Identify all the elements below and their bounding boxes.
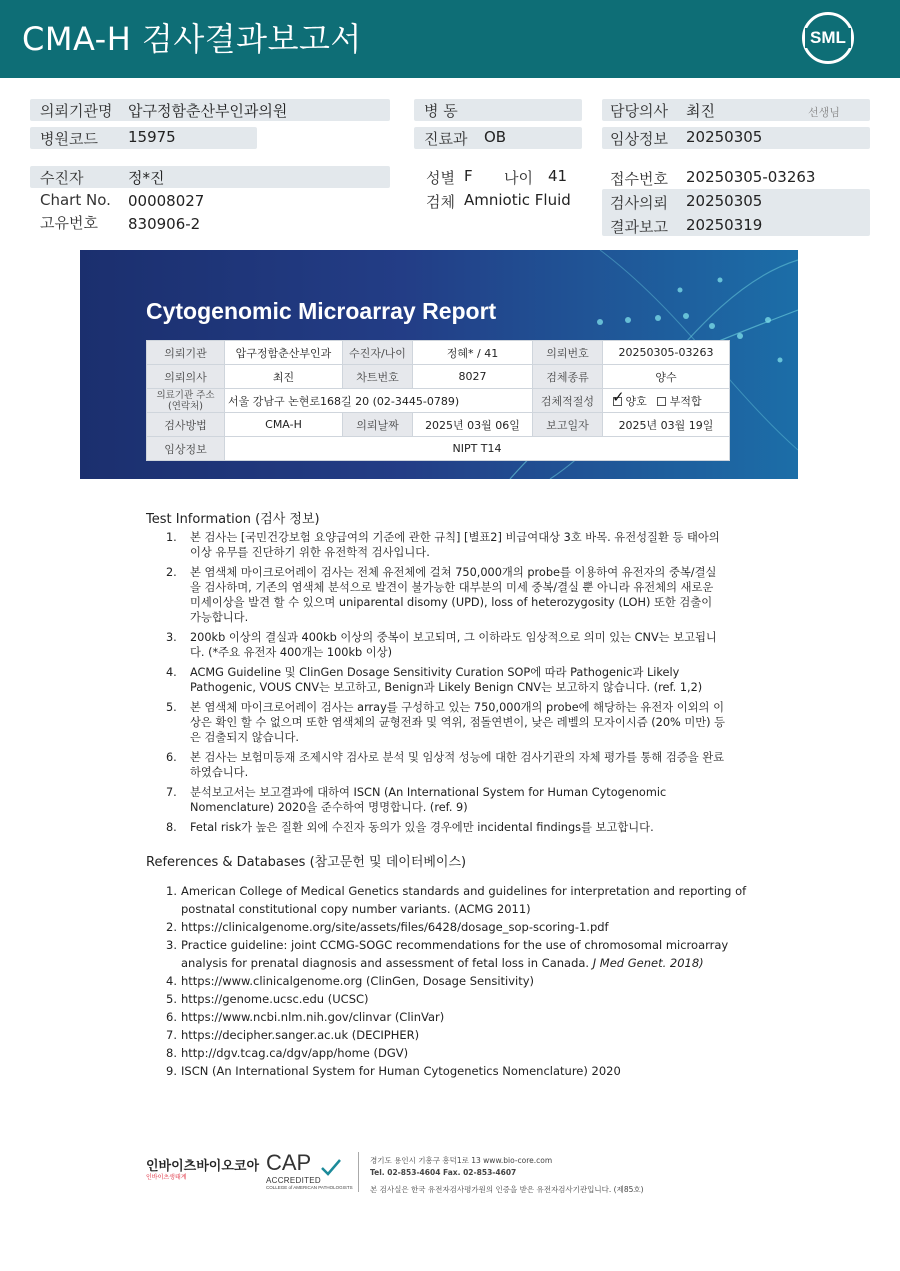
table-header-cell: 의뢰의사 xyxy=(147,365,225,389)
table-cell: 서울 강남구 논현로168길 20 (02-3445-0789) xyxy=(225,389,533,413)
cap-logo-text: CAP xyxy=(266,1150,312,1175)
unique-no-value: 830906-2 xyxy=(128,215,201,233)
item-number: 8. xyxy=(166,821,177,834)
ward-label: 병 동 xyxy=(424,102,458,120)
table-cell: NIPT T14 xyxy=(225,437,730,461)
item-text: https://www.clinicalgenome.org (ClinGen, Dosage Sensitivity) xyxy=(181,974,535,988)
list-item xyxy=(166,1026,756,1044)
item-text: https://www.ncbi.nlm.nih.gov/clinvar (ClinVar) xyxy=(181,1010,445,1024)
item-number: 3. xyxy=(166,938,177,952)
patient-value: 정*진 xyxy=(128,169,165,187)
table-row xyxy=(147,341,730,365)
footer-divider xyxy=(358,1152,359,1192)
specimen-value: Amniotic Fluid xyxy=(464,191,571,209)
item-text: American College of Medical Genetics standards and guidelines for interpretation and reporting of postnatal constitutional copy number variants. (ACMG 2011) xyxy=(181,884,747,916)
item-text: 200kb 이상의 결실과 400kb 이상의 중복이 보고되며, 그 이하라도 임상적으로 의미 있는 CNV는 보고됩니다. (*주요 유전자 400개는 100kb 이상) xyxy=(190,631,717,659)
unique-no-label: 고유번호 xyxy=(40,214,98,232)
item-text: https://genome.ucsc.edu (UCSC) xyxy=(181,992,369,1006)
item-number: 7. xyxy=(166,786,177,799)
list-item xyxy=(166,750,726,780)
list-item xyxy=(166,882,756,918)
adequacy-option-good: 양호 xyxy=(625,394,647,408)
item-text: ACMG Guideline 및 ClinGen Dosage Sensitivity Curation SOP에 따라 Pathogenic과 Likely Pathogenic, VOUS CNV는 보고하고, Benign과 Likely Benign CNV는 보고하지 않습니다. (ref. 1,2) xyxy=(190,666,703,694)
table-header-cell: 의료기관 주소 (연락처) xyxy=(147,389,225,413)
list-item xyxy=(166,820,726,835)
item-text: 분석보고서는 보고결과에 대하여 ISCN (An International System for Human Cytogenomic Nomenclature) 2020을 준수하여 명명합니다. (ref. 9) xyxy=(190,786,667,814)
table-header-cell: 의뢰날짜 xyxy=(343,413,413,437)
chart-no-label: Chart No. xyxy=(40,191,111,209)
list-item xyxy=(166,565,726,625)
list-item xyxy=(166,1008,756,1026)
list-item xyxy=(166,630,726,660)
report-date-value: 20250319 xyxy=(686,216,763,234)
references-title: References & Databases (참고문헌 및 데이터베이스) xyxy=(146,855,467,870)
checked-checkbox-icon: ✓ xyxy=(612,388,625,406)
banner-title: Cytogenomic Microarray Report xyxy=(146,298,497,324)
item-number: 9. xyxy=(166,1064,177,1078)
references-list xyxy=(166,882,756,1080)
item-number: 3. xyxy=(166,631,177,644)
adequacy-option-bad: 부적합 xyxy=(669,394,702,408)
item-text: 본 염색체 마이크로어레이 검사는 array를 구성하고 있는 750,000개의 probe에 해당하는 유전자 이외의 이상은 확인 할 수 없으며 또한 염색체의 균형전좌 및 역위, 점돌연변이, 낮은 레벨의 모자이시즘 (20% 미만) 등은 검출되지 않습니다. xyxy=(190,701,726,744)
specimen-label: 검체 xyxy=(426,193,455,211)
cytogenomic-report-banner xyxy=(80,250,798,479)
specimen-adequacy-cell xyxy=(603,389,730,413)
list-item xyxy=(166,990,756,1008)
sml-logo-icon xyxy=(802,12,854,64)
requesting-org-label: 의뢰기관명 xyxy=(40,102,113,120)
item-text: 본 염색체 마이크로어레이 검사는 전체 유전체에 걸쳐 750,000개의 probe를 이용하여 유전자의 중복/결실을 검사하며, 기존의 염색체 분석으로 발견이 불가능한 대부분의 미세 중복/결실 뿐 아니라 유전체의 새로운 미세이상을 발견 할 수 있으며 uniparental disomy (UPD), loss of heterozygosity (LOH) 또한 검출이 가능합니다. xyxy=(190,566,717,624)
table-cell: CMA-H xyxy=(225,413,343,437)
table-row xyxy=(147,437,730,461)
table-header-cell: 의뢰번호 xyxy=(533,341,603,365)
hospital-code-value: 15975 xyxy=(128,128,176,146)
list-item xyxy=(166,665,726,695)
doctor-label: 담당의사 xyxy=(610,102,668,120)
sex-label: 성별 xyxy=(426,169,455,187)
table-header-cell: 임상정보 xyxy=(147,437,225,461)
report-summary-table xyxy=(146,340,730,461)
table-cell: 20250305-03263 xyxy=(603,341,730,365)
item-number: 4. xyxy=(166,974,177,988)
receipt-no-value: 20250305-03263 xyxy=(686,168,816,186)
table-cell: 양수 xyxy=(603,365,730,389)
department-label: 진료과 xyxy=(424,130,468,148)
table-row xyxy=(147,365,730,389)
item-number: 2. xyxy=(166,566,177,579)
list-item xyxy=(166,918,756,936)
report-date-label: 결과보고 xyxy=(610,218,668,236)
item-number: 6. xyxy=(166,1010,177,1024)
item-text: https://clinicalgenome.org/site/assets/files/6428/dosage_sop-scoring-1.pdf xyxy=(181,920,609,934)
cap-accredited-logo xyxy=(266,1150,353,1190)
table-row xyxy=(147,413,730,437)
table-cell: 2025년 03월 06일 xyxy=(413,413,533,437)
list-item xyxy=(166,1062,756,1080)
item-text: Practice guideline: joint CCMG-SOGC recommendations for the use of chromosomal microarray analysis for prenatal diagnosis and assessment of fetal loss in Canada. xyxy=(181,938,729,970)
cap-accredited-text: ACCREDITED xyxy=(266,1176,322,1185)
item-number: 1. xyxy=(166,884,177,898)
item-number: 2. xyxy=(166,920,177,934)
chart-no-value: 00008027 xyxy=(128,192,205,210)
report-title: CMA-H 검사결과보고서 xyxy=(22,20,362,58)
test-info-title: Test Information (검사 정보) xyxy=(146,512,320,527)
item-number: 6. xyxy=(166,751,177,764)
table-cell: 2025년 03월 19일 xyxy=(603,413,730,437)
table-header-cell: 차트번호 xyxy=(343,365,413,389)
request-date-label: 검사의뢰 xyxy=(610,194,668,212)
doctor-value: 최진 xyxy=(686,102,715,120)
receipt-no-label: 접수번호 xyxy=(610,170,668,188)
lab-certification: 본 검사실은 한국 유전자검사평가원의 인증을 받은 유전자검사기관입니다. (제85호) xyxy=(370,1185,644,1194)
report-header xyxy=(0,0,900,78)
company-address: 경기도 용인시 기흥구 흥덕1로 13 www.bio-core.com xyxy=(370,1156,553,1165)
hospital-code-label: 병원코드 xyxy=(40,130,98,148)
item-number: 1. xyxy=(166,531,177,544)
item-text: 본 검사는 보험미등재 조제시약 검사로 분석 및 임상적 성능에 대한 검사기관의 자체 평가를 통해 검증을 완료하였습니다. xyxy=(190,751,725,779)
patient-label: 수진자 xyxy=(40,169,84,187)
table-cell: 8027 xyxy=(413,365,533,389)
sex-value: F xyxy=(464,167,473,185)
requesting-org-value: 압구정함춘산부인과의원 xyxy=(128,102,288,120)
item-text: http://dgv.tcag.ca/dgv/app/home (DGV) xyxy=(181,1046,409,1060)
list-item xyxy=(166,700,726,745)
test-info-list xyxy=(166,530,726,840)
list-item xyxy=(166,1044,756,1062)
age-label: 나이 xyxy=(504,169,533,187)
item-text: Fetal risk가 높은 질환 외에 수진자 동의가 있을 경우에만 incidental findings를 보고합니다. xyxy=(190,821,654,834)
company-phone: Tel. 02-853-4604 Fax. 02-853-4607 xyxy=(370,1168,517,1177)
table-header-cell: 수진자/나이 xyxy=(343,341,413,365)
item-text: 본 검사는 [국민건강보험 요양급여의 기준에 관한 규칙] [별표2] 비급여대상 3호 바목. 유전성질환 등 태아의 이상 유무를 진단하기 위한 유전학적 검사입니다. xyxy=(190,531,720,559)
table-header-cell: 검체적절성 xyxy=(533,389,603,413)
list-item xyxy=(166,785,726,815)
department-value: OB xyxy=(484,128,507,146)
list-item xyxy=(166,530,726,560)
item-number: 5. xyxy=(166,701,177,714)
table-header-cell: 검사방법 xyxy=(147,413,225,437)
clinical-info-value: 20250305 xyxy=(686,128,763,146)
table-cell: 정혜* / 41 xyxy=(413,341,533,365)
list-item xyxy=(166,936,756,972)
age-value: 41 xyxy=(548,167,568,185)
item-text: ISCN (An International System for Human Cytogenetics Nomenclature) 2020 xyxy=(181,1064,621,1078)
table-header-cell: 의뢰기관 xyxy=(147,341,225,365)
doctor-suffix: 선생님 xyxy=(808,106,840,119)
item-italic-text: J Med Genet. 2018) xyxy=(592,956,704,970)
table-cell: 압구정함춘산부인과 xyxy=(225,341,343,365)
company-logo: 인바이츠바이오코아 xyxy=(146,1159,260,1174)
sml-logo-text: SML xyxy=(805,28,851,48)
request-date-value: 20250305 xyxy=(686,192,763,210)
item-number: 5. xyxy=(166,992,177,1006)
list-item xyxy=(166,972,756,990)
table-header-cell: 검체종류 xyxy=(533,365,603,389)
table-row xyxy=(147,389,730,413)
item-text: https://decipher.sanger.ac.uk (DECIPHER) xyxy=(181,1028,420,1042)
item-number: 4. xyxy=(166,666,177,679)
clinical-info-label: 임상정보 xyxy=(610,130,668,148)
table-header-cell: 보고일자 xyxy=(533,413,603,437)
item-number: 8. xyxy=(166,1046,177,1060)
table-cell: 최진 xyxy=(225,365,343,389)
info-bar xyxy=(30,166,390,188)
unchecked-checkbox-icon xyxy=(657,397,666,406)
item-number: 7. xyxy=(166,1028,177,1042)
checkmark-icon xyxy=(320,1158,342,1176)
company-sub-logo: 인바이츠생태계 xyxy=(146,1174,187,1181)
cap-college-text: COLLEGE of AMERICAN PATHOLOGISTS xyxy=(266,1185,353,1190)
